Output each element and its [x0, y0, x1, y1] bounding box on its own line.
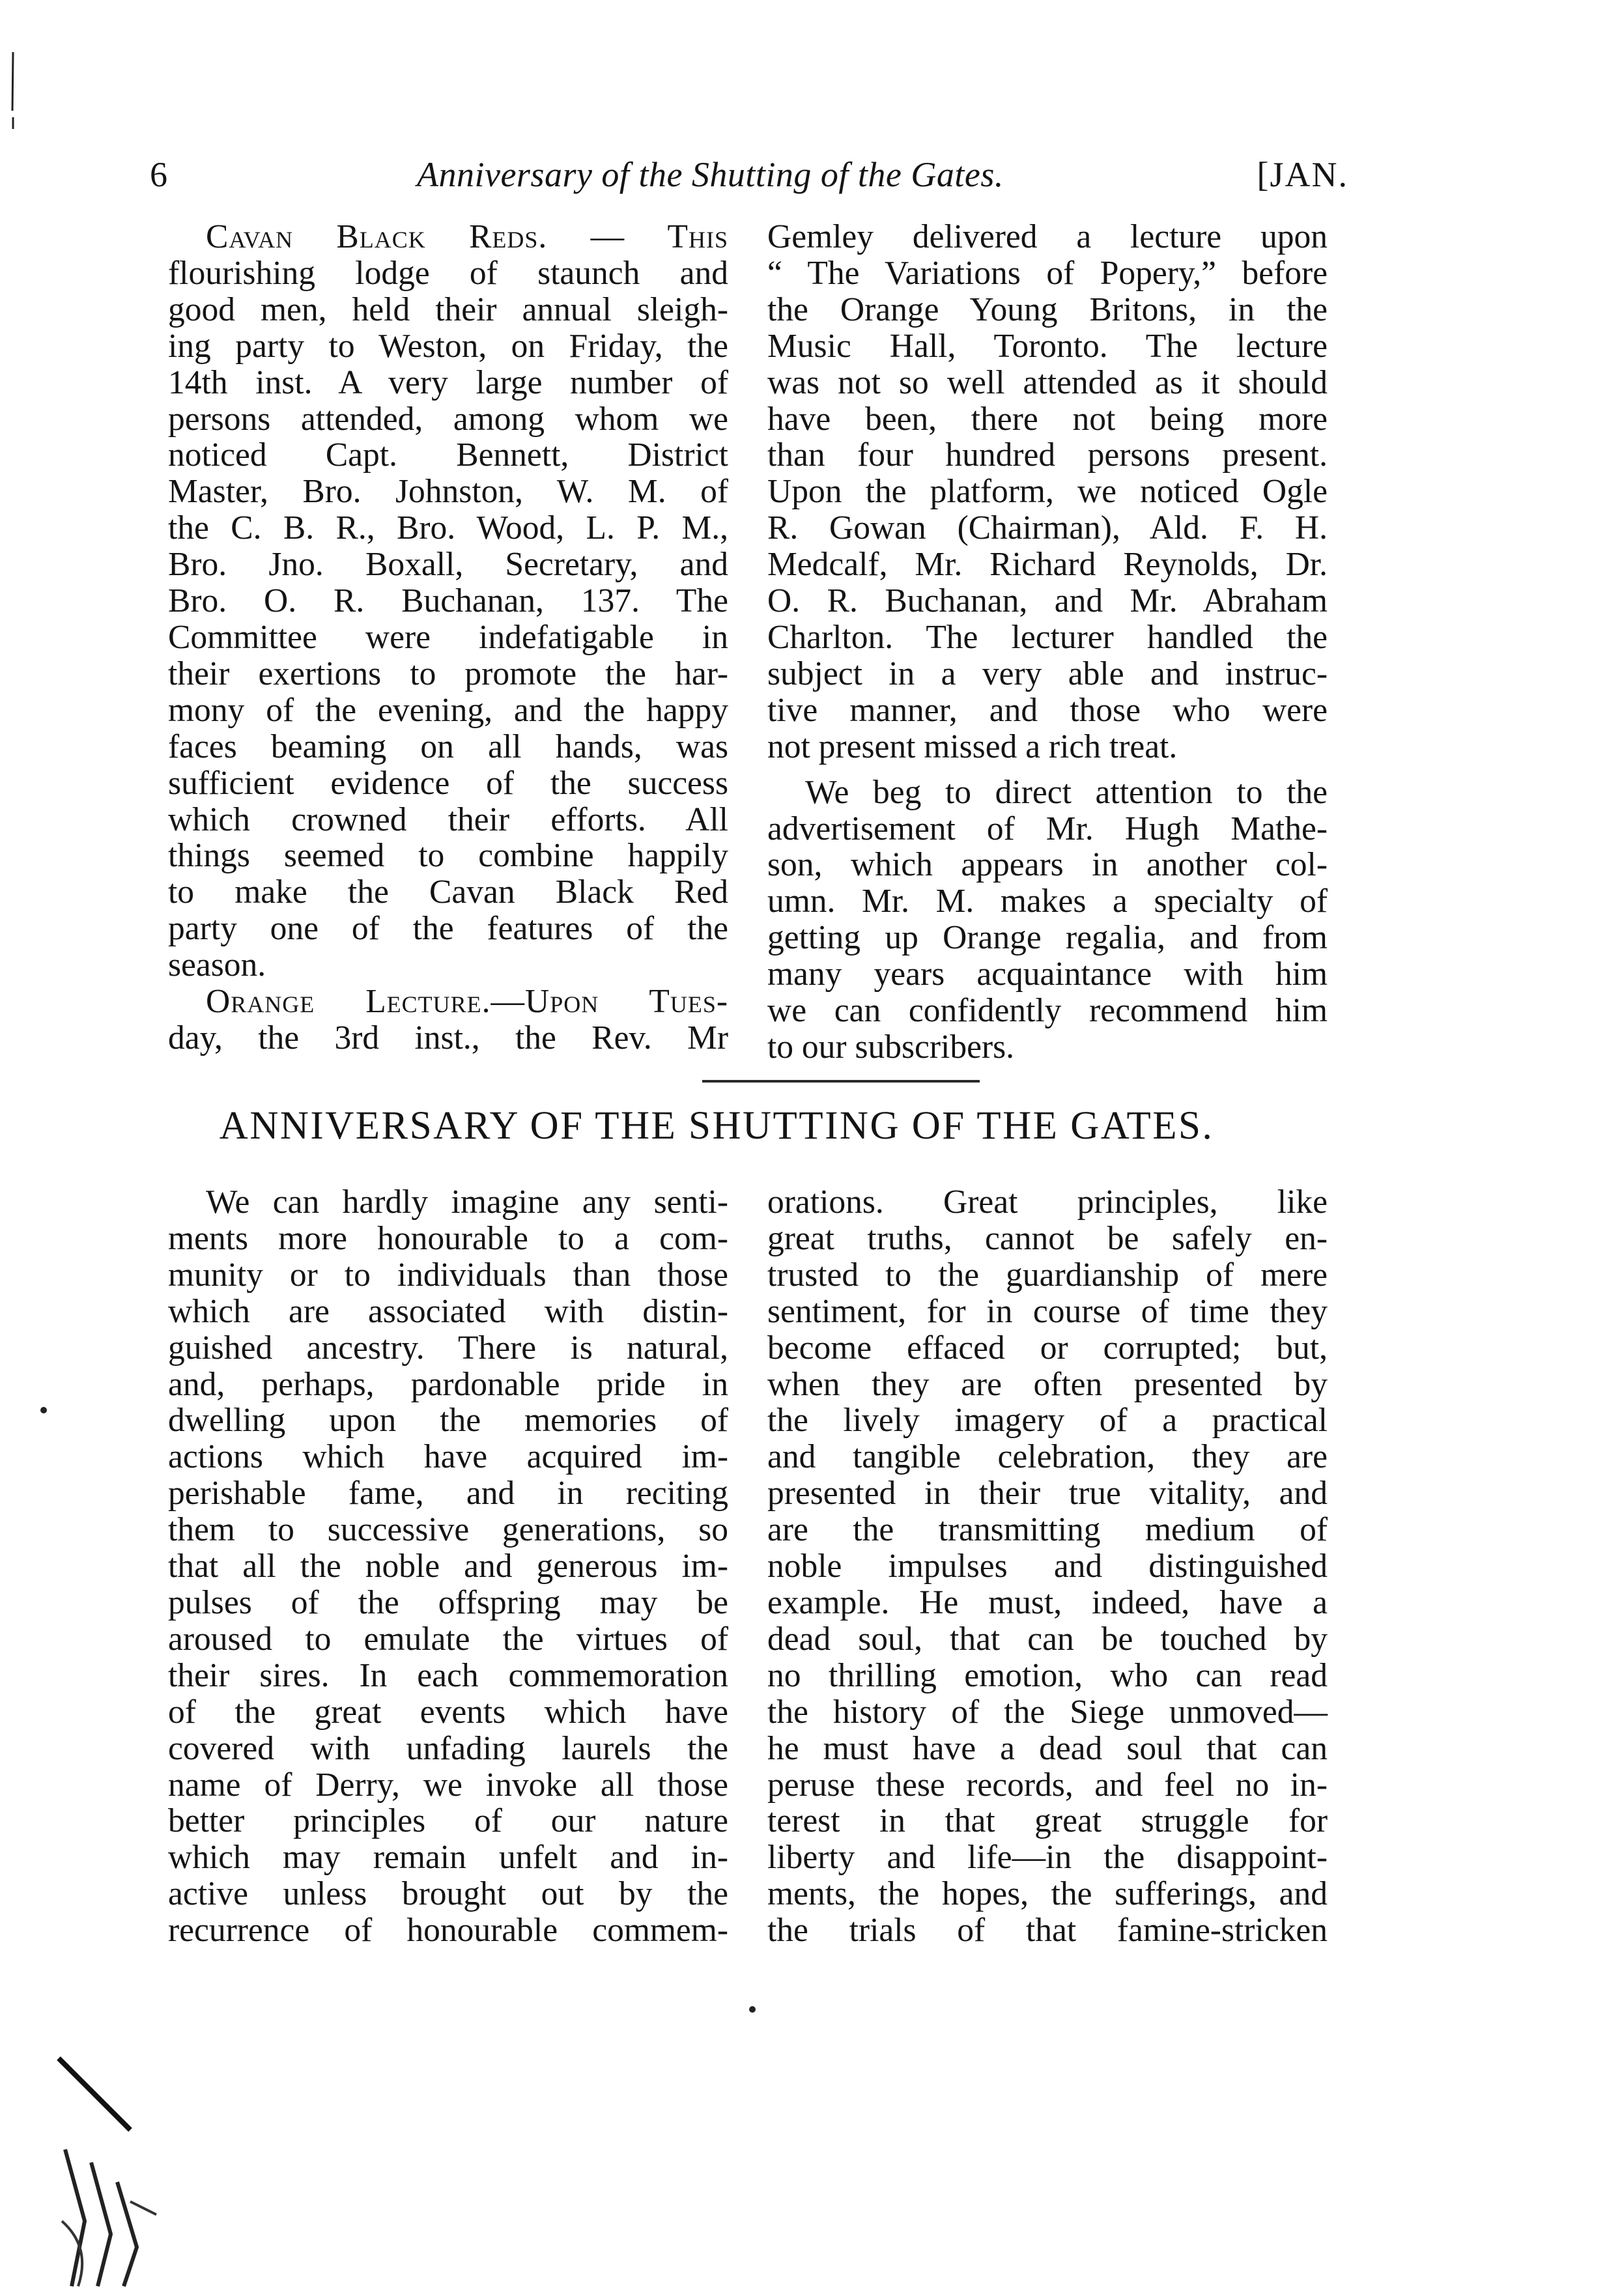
- text-line: no thrilling emotion, who can read: [767, 1656, 1328, 1694]
- text-line: which may remain unfelt and in-: [168, 1839, 728, 1877]
- text-line: better principles of our nature: [168, 1802, 728, 1840]
- text-line: Charlton. The lecturer handled the: [767, 618, 1328, 656]
- text-line: terest in that great struggle for: [767, 1802, 1328, 1840]
- text-line: name of Derry, we invoke all those: [168, 1766, 728, 1804]
- text-line: their sires. In each commemoration: [168, 1656, 728, 1694]
- text-line: peruse these records, and feel no in-: [767, 1766, 1328, 1804]
- paragraph-orange-lecture: [168, 984, 728, 1056]
- page-number: 6: [150, 155, 167, 194]
- text-line: have been, there not being more: [767, 400, 1328, 438]
- running-header: [150, 149, 1348, 201]
- text-line: he must have a dead soul that can: [767, 1729, 1328, 1767]
- text-line: O. R. Buchanan, and Mr. Abraham: [767, 582, 1328, 620]
- text-line: recurrence of honourable commem-: [168, 1912, 728, 1949]
- text-line: tive manner, and those who were: [767, 691, 1328, 729]
- text-line: their exertions to promote the har-: [168, 655, 728, 692]
- column-right-bottom: [767, 1184, 1328, 1949]
- text-line: to our subscribers.: [767, 1028, 1015, 1066]
- text-line: actions which have acquired im-: [168, 1438, 728, 1476]
- text-line: Medcalf, Mr. Richard Reynolds, Dr.: [767, 546, 1328, 584]
- text-line: Music Hall, Toronto. The lecture: [767, 327, 1328, 365]
- paragraph-orange-lecture-continued: [767, 219, 1328, 765]
- text-line: persons attended, among whom we: [168, 400, 728, 438]
- text-line: son, which appears in another col-: [767, 846, 1328, 884]
- column-left-bottom: [168, 1184, 728, 1949]
- text-line: Gemley delivered a lecture upon: [767, 218, 1328, 255]
- running-title: Anniversary of the Shutting of the Gates.: [417, 155, 1004, 194]
- text-line: noble impulses and distinguished: [767, 1548, 1328, 1585]
- text-line: Upon the platform, we noticed Ogle: [767, 473, 1328, 511]
- text-line: Bro. O. R. Buchanan, 137. The: [168, 582, 728, 620]
- text-line: things seemed to combine happily: [168, 837, 728, 875]
- text-line: we can confidently recommend him: [767, 992, 1328, 1030]
- text-line: subject in a very able and instruc-: [767, 655, 1328, 692]
- text-line: munity or to individuals than those: [168, 1256, 728, 1294]
- text-line: We can hardly imagine any senti-: [206, 1183, 728, 1221]
- text-line: faces beaming on all hands, was: [168, 728, 728, 765]
- text-line: guished ancestry. There is natural,: [168, 1329, 728, 1367]
- text-line: aroused to emulate the virtues of: [168, 1620, 728, 1658]
- section-divider: [702, 1080, 980, 1083]
- text-line: when they are often presented by: [767, 1365, 1328, 1403]
- text-line: “ The Variations of Popery,” before: [767, 254, 1328, 292]
- text-line: noticed Capt. Bennett, District: [168, 436, 728, 474]
- text-line: flourishing lodge of staunch and: [168, 254, 728, 292]
- text-line: liberty and life—in the disappoint-: [767, 1839, 1328, 1877]
- text-line: the C. B. R., Bro. Wood, L. P. M.,: [168, 509, 728, 547]
- text-line: orations. Great principles, like: [767, 1183, 1328, 1221]
- text-line: season.: [168, 946, 266, 984]
- text-line: which are associated with distin-: [168, 1292, 728, 1330]
- paragraph-anniversary-part-2: [767, 1184, 1328, 1949]
- text-line: We beg to direct attention to the: [805, 773, 1328, 811]
- text-line: ments more honourable to a com-: [168, 1219, 728, 1257]
- text-line: dead soul, that can be touched by: [767, 1620, 1328, 1658]
- text-line: Orange Lecture.—Upon Tues-: [206, 983, 728, 1021]
- margin-ink-dot: [40, 1407, 47, 1413]
- text-line: them to successive generations, so: [168, 1511, 728, 1549]
- text-line: the Orange Young Britons, in the: [767, 291, 1328, 328]
- text-line: many years acquaintance with him: [767, 956, 1328, 993]
- text-line: which crowned their efforts. All: [168, 801, 728, 838]
- margin-ink-dot: [749, 2006, 756, 2013]
- text-line: not present missed a rich treat.: [767, 728, 1178, 765]
- text-line: that all the noble and generous im-: [168, 1548, 728, 1585]
- text-line: Bro. Jno. Boxall, Secretary, and: [168, 546, 728, 584]
- text-line: to make the Cavan Black Red: [168, 873, 728, 911]
- text-line: day, the 3rd inst., the Rev. Mr: [168, 1019, 728, 1056]
- text-line: advertisement of Mr. Hugh Mathe-: [767, 810, 1328, 847]
- text-line: party one of the features of the: [168, 910, 728, 948]
- text-line: become effaced or corrupted; but,: [767, 1329, 1328, 1367]
- text-line: umn. Mr. M. makes a specialty of: [767, 883, 1328, 920]
- paragraph-gap: [767, 765, 1328, 774]
- text-line: covered with unfading laurels the: [168, 1729, 728, 1767]
- text-line: of the great events which have: [168, 1693, 728, 1731]
- text-line: was not so well attended as it should: [767, 363, 1328, 401]
- text-line: trusted to the guardianship of mere: [767, 1256, 1328, 1294]
- text-line: getting up Orange regalia, and from: [767, 919, 1328, 957]
- header-month: [JAN.: [1257, 155, 1348, 194]
- text-line: Committee were indefatigable in: [168, 618, 728, 656]
- text-line: and, perhaps, pardonable pride in: [168, 1365, 728, 1403]
- text-line: sufficient evidence of the success: [168, 764, 728, 802]
- section-heading: ANNIVERSARY OF THE SHUTTING OF THE GATES.: [219, 1104, 1214, 1148]
- text-line: great truths, cannot be safely en-: [767, 1219, 1328, 1257]
- text-line: ing party to Weston, on Friday, the: [168, 327, 728, 365]
- scan-margin-mark: [9, 52, 17, 130]
- text-line: ments, the hopes, the sufferings, and: [767, 1875, 1328, 1913]
- paragraph-advertisement-notice: [767, 774, 1328, 1066]
- text-line: R. Gowan (Chairman), Ald. F. H.: [767, 509, 1328, 547]
- paragraph-cavan-black-reds: [168, 219, 728, 984]
- text-line: active unless brought out by the: [168, 1875, 728, 1913]
- text-line: mony of the evening, and the happy: [168, 691, 728, 729]
- text-line: perishable fame, and in reciting: [168, 1475, 728, 1512]
- text-line: Master, Bro. Johnston, W. M. of: [168, 473, 728, 511]
- text-line: the trials of that famine-stricken: [767, 1912, 1328, 1949]
- text-line: good men, held their annual sleigh-: [168, 291, 728, 328]
- text-line: pulses of the offspring may be: [168, 1583, 728, 1621]
- column-left-top: [168, 219, 728, 1056]
- text-line: presented in their true vitality, and: [767, 1475, 1328, 1512]
- text-line: and tangible celebration, they are: [767, 1438, 1328, 1476]
- text-line: than four hundred persons present.: [767, 436, 1328, 474]
- text-line: sentiment, for in course of time they: [767, 1292, 1328, 1330]
- page-corner-damage-artwork: [52, 2052, 182, 2293]
- text-line: dwelling upon the memories of: [168, 1402, 728, 1439]
- text-line: 14th inst. A very large number of: [168, 363, 728, 401]
- text-line: example. He must, indeed, have a: [767, 1583, 1328, 1621]
- paragraph-anniversary-part-1: [168, 1184, 728, 1949]
- text-line: the lively imagery of a practical: [767, 1402, 1328, 1439]
- text-line: Cavan Black Reds. — This: [206, 218, 728, 255]
- text-line: are the transmitting medium of: [767, 1511, 1328, 1549]
- text-line: the history of the Siege unmoved—: [767, 1693, 1328, 1731]
- column-right-top: [767, 219, 1328, 1066]
